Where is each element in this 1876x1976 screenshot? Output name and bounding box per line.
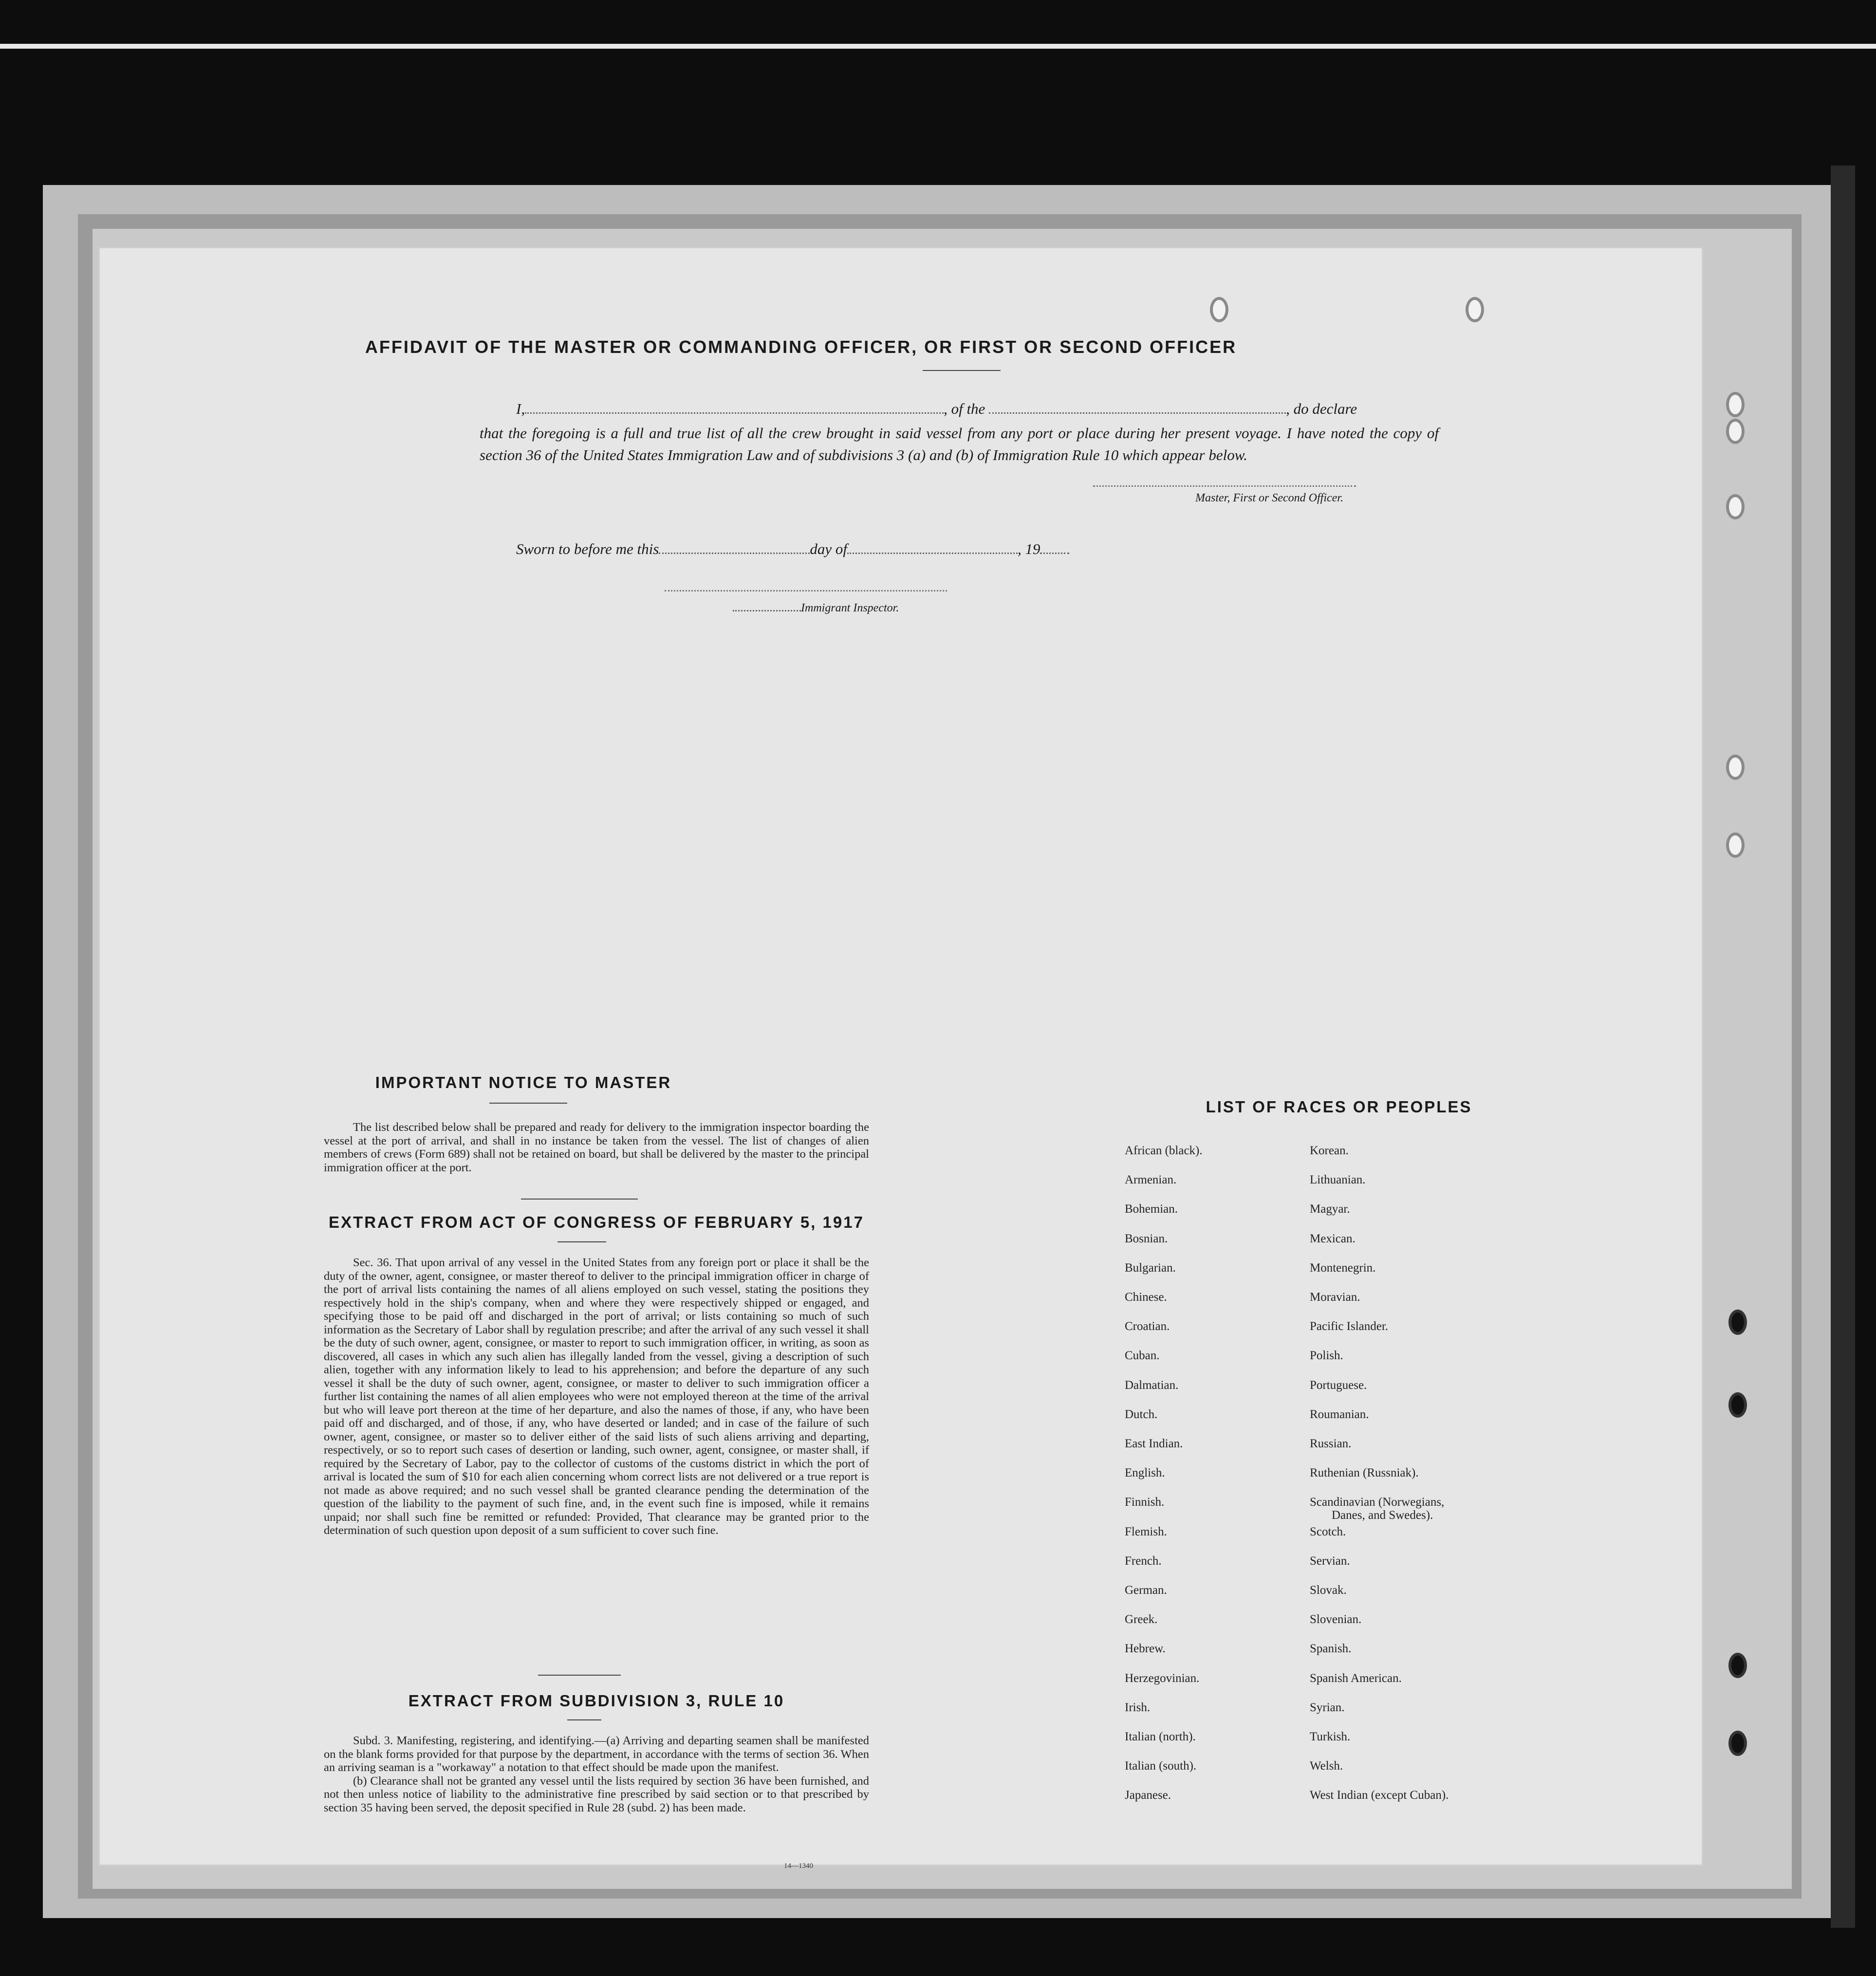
day-blank [659,553,810,554]
year-blank [1040,553,1069,554]
race-item-continuation: Danes, and Swedes). [1332,1509,1433,1522]
sworn-line [516,540,1069,558]
race-item: English. [1125,1466,1165,1480]
title-rule [557,1241,606,1242]
act-extract-body [324,1256,869,1537]
rule-para-b: (b) Clearance shall not be granted any vessel until the lists required by section 36 have been furnished, and not then unless notice of liability to the administrative fine prescribed by said section or to that prescribed by section 35 having been served, the deposit specified in Rule 28 (subd. 2) has been made. [324,1774,869,1814]
race-item: Bosnian. [1125,1232,1168,1245]
rule-extract-title: EXTRACT FROM SUBDIVISION 3, RULE 10 [408,1692,785,1710]
race-item: Bohemian. [1125,1202,1178,1216]
inspector-label-text: Immigrant Inspector. [801,602,899,614]
race-item: Polish. [1310,1349,1343,1363]
punch-hole [1726,494,1745,519]
race-item: Ruthenian (Russniak). [1310,1466,1419,1480]
punch-hole [1726,755,1745,780]
punch-hole [1728,1731,1747,1756]
race-item: Bulgarian. [1125,1261,1176,1274]
scan-edge-line [0,44,1876,49]
race-item: Finnish. [1125,1496,1165,1509]
section-rule [521,1199,638,1200]
race-item: Mexican. [1310,1232,1356,1245]
punch-hole [1466,297,1484,322]
punch-hole [1210,297,1228,322]
race-item: Japanese. [1125,1789,1171,1802]
race-item: French. [1125,1554,1162,1568]
sworn-prefix: Sworn to before me this [516,540,659,557]
races-title: LIST OF RACES OR PEOPLES [1206,1098,1472,1116]
punch-hole [1728,1392,1747,1418]
race-item: Spanish. [1310,1642,1352,1656]
race-item: Flemish. [1125,1525,1167,1538]
race-item: Hebrew. [1125,1642,1166,1656]
race-item: Scandinavian (Norwegians, [1310,1496,1445,1509]
month-blank [847,553,1018,554]
document-page [100,248,1702,1870]
vessel-blank [989,412,1286,414]
inspector-signature-line [665,589,947,591]
inspector-blank [733,610,801,611]
race-item: Italian (north). [1125,1730,1196,1743]
rule-extract-body [324,1734,869,1814]
race-item: Pacific Islander. [1310,1320,1389,1333]
race-item: Herzegovinian. [1125,1671,1200,1685]
race-item: Scotch. [1310,1525,1346,1538]
race-item: Cuban. [1125,1349,1160,1363]
master-signature-label: Master, First or Second Officer. [1195,492,1343,504]
sworn-year: , 19 [1017,540,1040,557]
name-blank [525,412,944,414]
affidavit-title: AFFIDAVIT OF THE MASTER OR COMMANDING OFFICER, OR FIRST OR SECOND OFFICER [365,337,1237,357]
race-item: Russian. [1310,1437,1352,1450]
race-item: Magyar. [1310,1202,1350,1216]
binder-edge [1831,166,1855,1928]
race-item: Portuguese. [1310,1378,1367,1392]
affidavit-of-the: , of the [944,400,985,417]
punch-hole [1728,1653,1747,1678]
act-extract-title: EXTRACT FROM ACT OF CONGRESS OF FEBRUARY 5, 1917 [329,1213,864,1231]
race-item: Croatian. [1125,1320,1170,1333]
race-item: Italian (south). [1125,1759,1197,1773]
punch-hole [1726,419,1745,444]
affidavit-i: I, [516,400,525,417]
master-signature-line [1093,484,1356,487]
race-item: Spanish American. [1310,1671,1402,1685]
race-item: Dutch. [1125,1407,1158,1421]
race-item: West Indian (except Cuban). [1310,1789,1449,1802]
rule-para-a: Subd. 3. Manifesting, registering, and identifying.—(a) Arriving and departing seamen shall be manifested on the blank forms provided for that purpose by the department, in accordance with the terms of section 36. When an arriving seaman is a "workaway" a notation to that effect should be made upon the manifest. [324,1734,869,1774]
inspector-signature-label [733,602,899,615]
punch-hole [1728,1310,1747,1335]
notice-body [324,1121,869,1174]
notice-text: The list described below shall be prepared and ready for delivery to the immigration inspector boarding the vessel at the port of arrival, and shall in no instance be taken from the vessel. The list of changes of alien members of crews (Form 689) shall not be retained on board, but shall be delivered by the master to the principal immigration officer at the port. [324,1121,869,1174]
race-item: Chinese. [1125,1291,1167,1304]
punch-hole [1726,832,1745,858]
race-item: Welsh. [1310,1759,1343,1773]
race-item: Slovak. [1310,1584,1347,1597]
race-item: Korean. [1310,1144,1349,1157]
title-rule [923,370,1001,371]
race-item: East Indian. [1125,1437,1183,1450]
punch-hole [1726,392,1745,417]
race-item: Montenegrin. [1310,1261,1376,1274]
form-number: 14—1340 [784,1862,813,1870]
race-item: Moravian. [1310,1291,1360,1304]
race-item: Syrian. [1310,1700,1345,1714]
section-rule [538,1675,621,1676]
race-item: Irish. [1125,1700,1151,1714]
title-rule [567,1719,601,1720]
race-item: African (black). [1125,1144,1203,1157]
affidavit-line1 [516,400,1357,418]
notice-title: IMPORTANT NOTICE TO MASTER [375,1073,672,1091]
race-item: Turkish. [1310,1730,1351,1743]
race-item: German. [1125,1584,1167,1597]
race-item: Servian. [1310,1554,1350,1568]
affidavit-body: that the foregoing is a full and true list of all the crew brought in said vessel from any port or place during her present voyage. I have noted the copy of section 36 of the United States Immigration Law and of subdivisions 3 (a) and (b) of Immigration Rule 10 which appear below. [480,425,1439,463]
title-rule [489,1103,567,1104]
race-item: Lithuanian. [1310,1173,1366,1187]
race-item: Roumanian. [1310,1407,1369,1421]
affidavit-declare: , do declare [1286,400,1357,417]
sworn-day: day of [810,540,847,557]
race-item: Dalmatian. [1125,1378,1179,1392]
race-item: Greek. [1125,1613,1158,1626]
race-item: Armenian. [1125,1173,1177,1187]
act-extract-text: Sec. 36. That upon arrival of any vessel in the United States from any foreign port or place it shall be the duty of the owner, agent, consignee, or master thereof to deliver to the principal immigration officer in charge of the port of arrival lists containing the names of all aliens employed on such vessel, stating the positions they respectively hold in the ship's company, when and where they were respectively shipped or engaged, and specifying those to be paid off and discharged in the port of arrival; or lists containing so much of such information as the Secretary of Labor shall by regulation prescribe; and after the arrival of any such vessel it shall be the duty of such owner, agent, consignee, or master to report to such immigration officer, in writing, as soon as discovered, all cases in which any such alien has illegally landed from the vessel, giving a description of such alien, together with any information likely to lead to his apprehension; and before the departure of any such vessel it shall be the duty of such owner, agent, consignee, or master to deliver to such immigration officer a further list containing the names of all alien employees who were not employed thereon at the time of the arrival but who will leave port thereon at the time of her departure, and also the names of those, if any, who have been paid off and discharged, and of those, if any, who have deserted or landed; and in case of the failure of such owner, agent, consignee, or master so to deliver either of the said lists of such aliens arriving and departing, respectively, or so to report such cases of desertion or landing, such owner, agent, consignee, or master shall, if required by the Secretary of Labor, pay to the collector of customs of the customs district in which the port of arrival is located the sum of $10 for each alien concerning whom correct lists are not delivered or a true report is not made as above required; and no such vessel shall be granted clearance pending the determination of the question of the liability to the payment of such fine, and, in the event such fine is imposed, while it remains unpaid; nor shall such fine be remitted or refunded: Provided, That clearance may be granted prior to the determination of such question upon deposit of a sum sufficient to cover such fine. [324,1256,869,1537]
race-item: Slovenian. [1310,1613,1362,1626]
